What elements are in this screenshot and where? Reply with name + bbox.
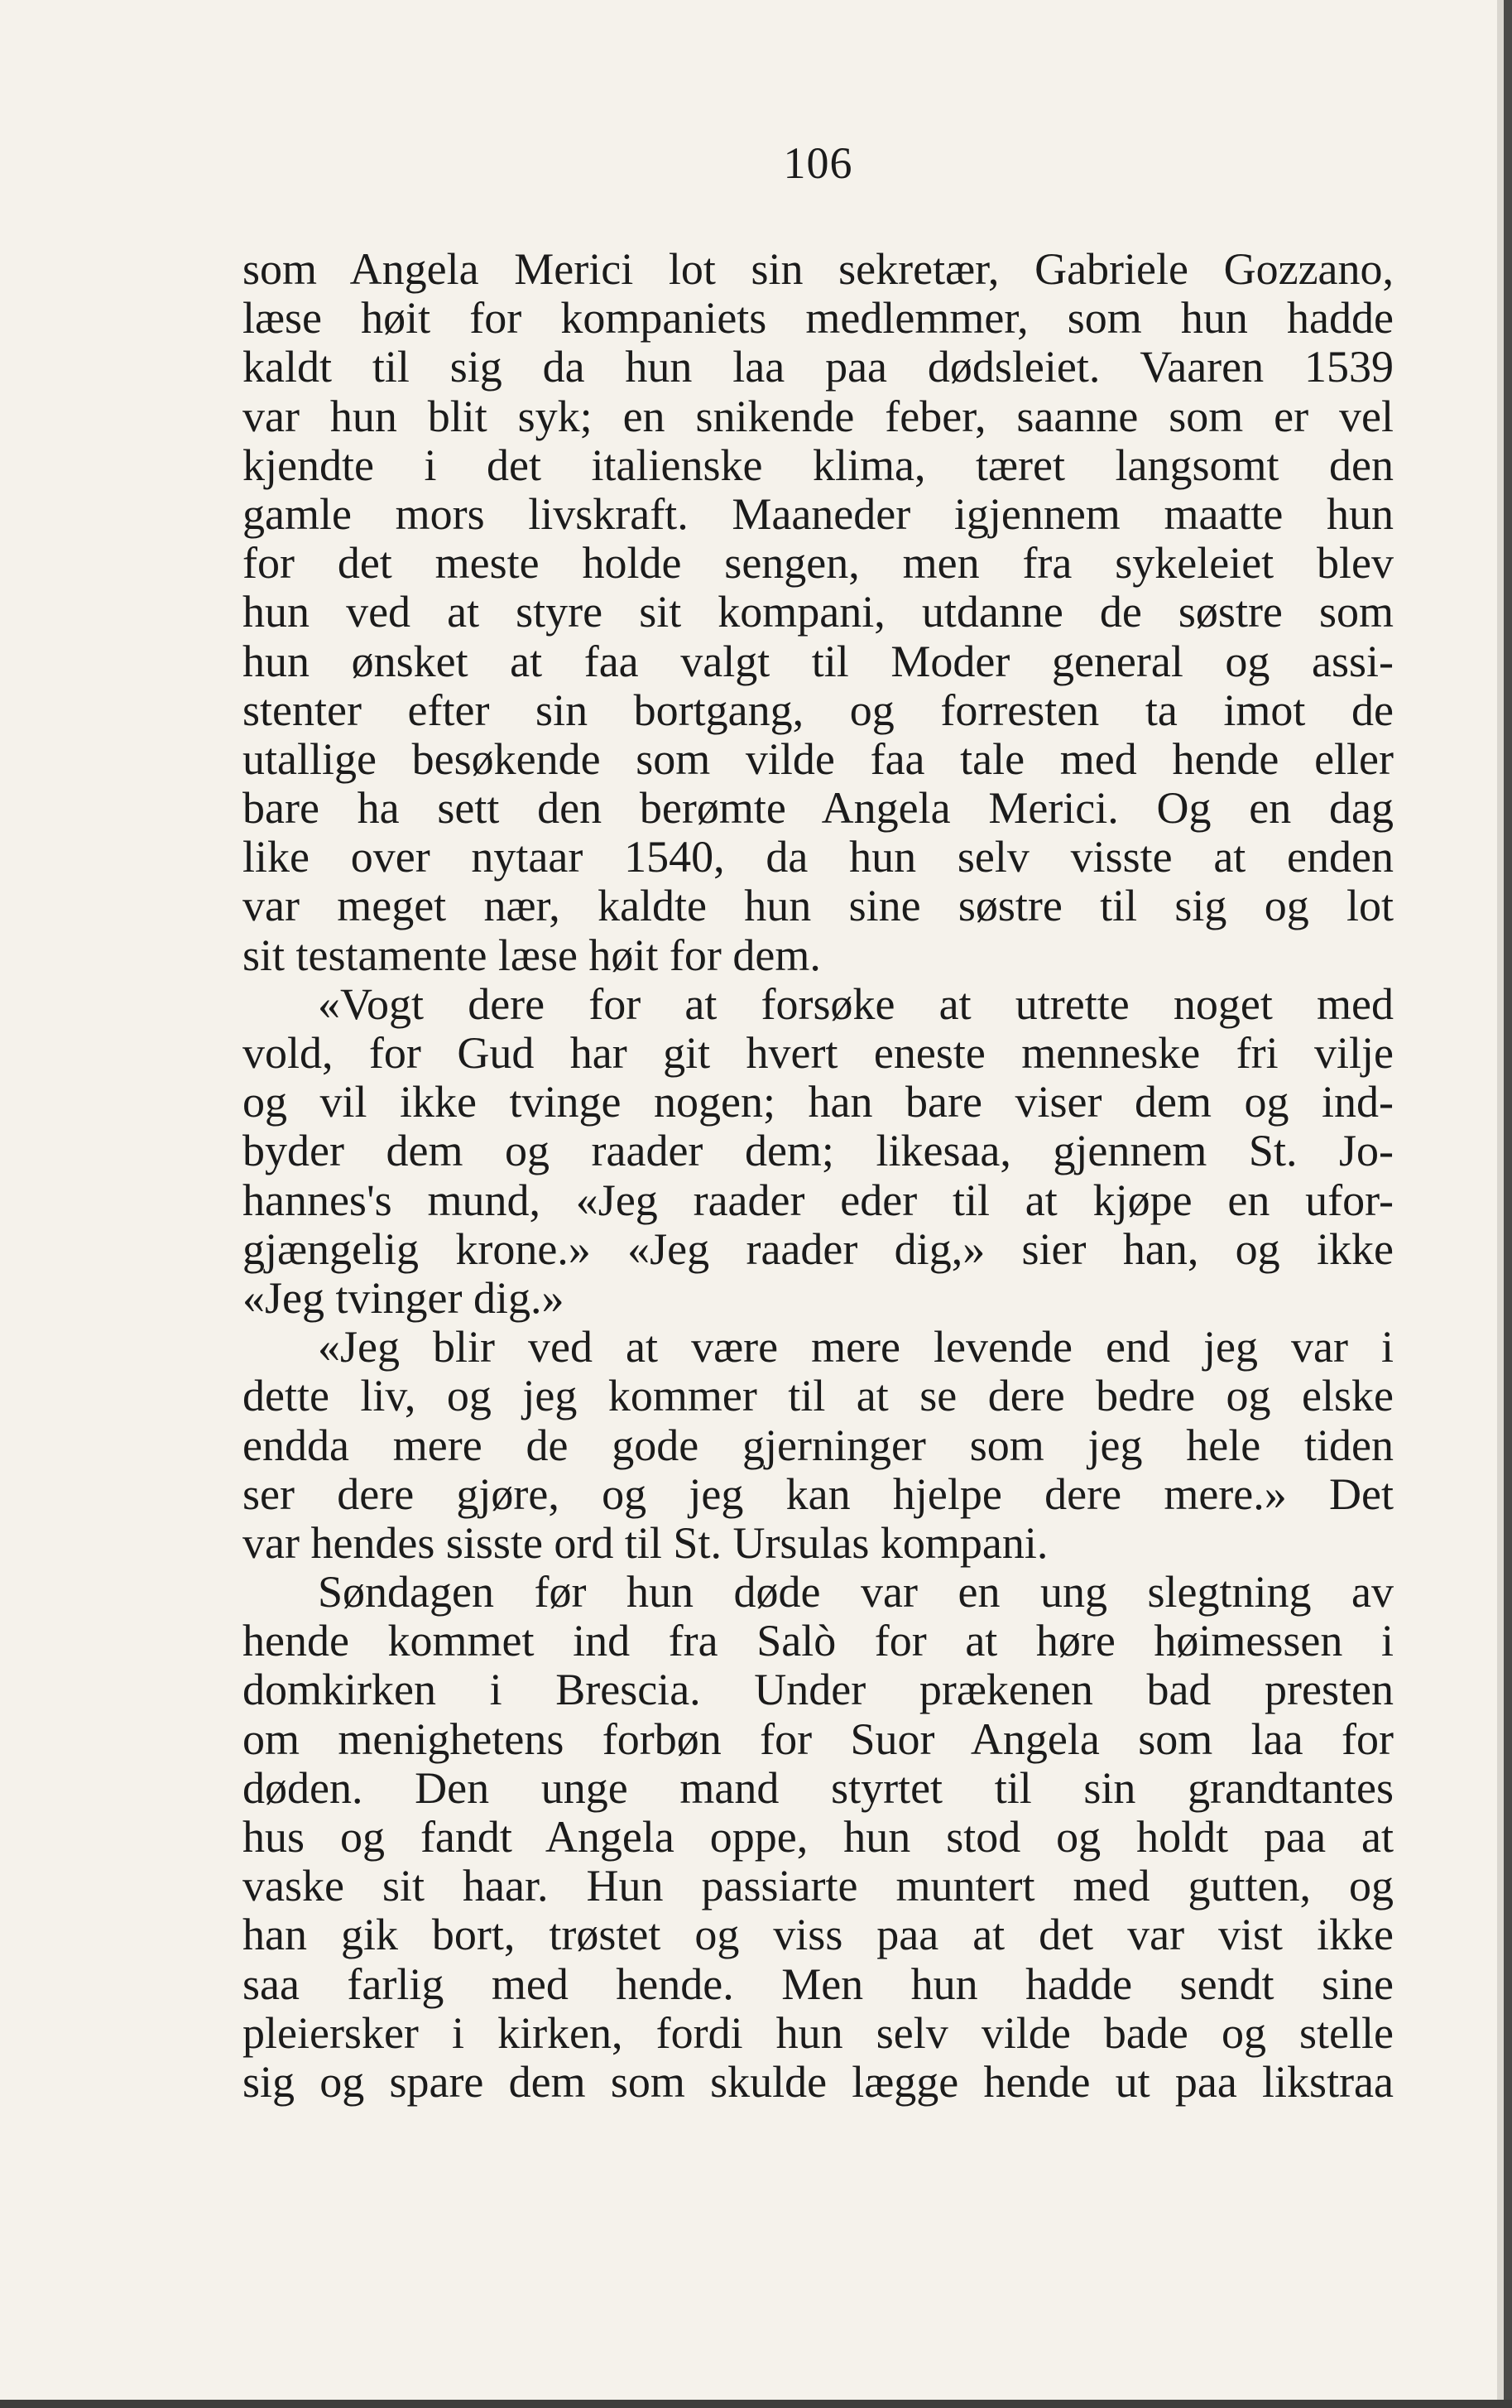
text-line: sit testamente læse høit for dem. (242, 930, 821, 980)
text-line: og vil ikke tvinge nogen; han bare viser dem og ind- (242, 1077, 1394, 1127)
text-line: dette liv, og jeg kommer til at se dere bedre og elske (242, 1371, 1394, 1421)
scan-edge-bottom (0, 2400, 1512, 2408)
text-line: hun ønsket at faa valgt til Moder general og assi- (242, 636, 1394, 686)
paragraph (242, 1323, 1394, 1568)
text-line: sig og spare dem som skulde lægge hende ut paa likstraa (242, 2056, 1394, 2107)
text-line: byder dem og raader dem; likesaa, gjennem St. Jo- (242, 1126, 1394, 1176)
text-line: vaske sit haar. Hun passiarte muntert med gutten, og (242, 1861, 1394, 1911)
paragraph (242, 245, 1394, 980)
text-line: for det meste holde sengen, men fra sykeleiet blev (242, 538, 1394, 589)
text-line: stenter efter sin bortgang, og forresten ta imot de (242, 685, 1394, 735)
text-line: døden. Den unge mand styrtet til sin grandtantes (242, 1762, 1394, 1813)
scan-edge-shade (1497, 0, 1504, 2408)
scan-edge-right (1504, 0, 1512, 2408)
text-line: Søndagen før hun døde var en ung slegtning av (318, 1567, 1394, 1617)
text-line: hende kommet ind fra Salò for at høre høimessen i (242, 1616, 1394, 1666)
text-line: vold, for Gud har git hvert eneste menneske fri vilje (242, 1028, 1394, 1078)
text-line: gamle mors livskraft. Maaneder igjennem maatte hun (242, 488, 1394, 539)
text-line: pleiersker i kirken, fordi hun selv vilde bade og stelle (242, 2007, 1394, 2058)
text-block (242, 245, 1394, 2107)
text-line: hus og fandt Angela oppe, hun stod og holdt paa at (242, 1812, 1394, 1862)
text-line: han gik bort, trøstet og viss paa at det var vist ikke (242, 1910, 1394, 1960)
text-line: kjendte i det italienske klima, tæret langsomt den (242, 440, 1394, 490)
paragraph (242, 980, 1394, 1323)
text-line: var meget nær, kaldte hun sine søstre til sig og lot (242, 881, 1394, 931)
text-line: ser dere gjøre, og jeg kan hjelpe dere mere.» Det (242, 1468, 1394, 1519)
text-line: gjængelig krone.» «Jeg raader dig,» sier han, og ikke (242, 1223, 1394, 1274)
text-line: saa farlig med hende. Men hun hadde sendt sine (242, 1959, 1394, 2009)
text-line: som Angela Merici lot sin sekretær, Gabriele Gozzano, (242, 244, 1394, 294)
text-line: «Vogt dere for at forsøke at utrette noget med (318, 978, 1394, 1029)
paragraph (242, 1568, 1394, 2107)
page-number: 106 (783, 138, 853, 188)
text-line: utallige besøkende som vilde faa tale med hende eller (242, 733, 1394, 784)
text-line: bare ha sett den berømte Angela Merici. Og en dag (242, 783, 1394, 834)
text-line: var hendes sisste ord til St. Ursulas kompani. (242, 1517, 1049, 1568)
text-line: «Jeg blir ved at være mere levende end jeg var i (318, 1322, 1394, 1372)
text-line: like over nytaar 1540, da hun selv visste at enden (242, 832, 1394, 882)
text-line: endda mere de gode gjerninger som jeg hele tiden (242, 1420, 1394, 1470)
text-line: var hun blit syk; en snikende feber, saanne som er vel (242, 391, 1394, 441)
text-line: hun ved at styre sit kompani, utdanne de søstre som (242, 587, 1394, 637)
text-line: kaldt til sig da hun laa paa dødsleiet. Vaaren 1539 (242, 342, 1394, 392)
text-line: domkirken i Brescia. Under prækenen bad presten (242, 1665, 1394, 1715)
text-line: «Jeg tvinger dig.» (242, 1272, 564, 1323)
text-line: om menighetens forbøn for Suor Angela som laa for (242, 1713, 1394, 1764)
text-line: hannes's mund, «Jeg raader eder til at kjøpe en ufor- (242, 1175, 1394, 1225)
text-line: læse høit for kompaniets medlemmer, som hun hadde (242, 293, 1394, 344)
